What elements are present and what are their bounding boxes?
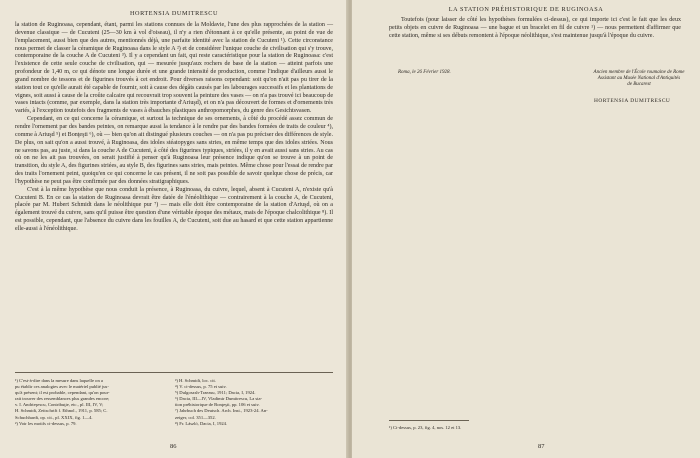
footnotes-column-2 (175, 378, 333, 427)
footnote-line: ¹) C'est-à-dire dans la mesure dans laquelle on a (15, 378, 103, 383)
footnotes-column-1 (15, 378, 165, 427)
author-title-line: Ancien membre de l'École roumaine de Rome (593, 70, 685, 75)
footnote-line: ⁷) Jahrbuch des Deutsch. Arch. Inst., 1923-24. An- (175, 408, 268, 414)
footnote-line: ²) Voir les motifs ci-dessus, p. 79. (15, 420, 77, 426)
footnotes (15, 378, 333, 430)
body-text (15, 22, 333, 234)
paragraph: Toutefois (pour laisser de côté les hypothèses formulées ci-dessus), ce qui importe ici c'est le fait que les deux petits objets en cuivre de Ruginoasa — une bague et un bracelet en fil de cuivre ¹) — nous permettent d'affirmer que cette station, même si ses débuts remontent à l'époque néolithique, s'est maintenue jusqu'à l'époque du cuivre. (389, 17, 681, 39)
paragraph: la station de Ruginoasa, cependant, étant, parmi les stations connues de la Moldavie, l'une des plus rapprochées de la station — devenue classique — de Cucuteni (25—30 km à vol d'oiseau), il n'y a rien d'étonnant à ce qu'elle présente, au point de vue de l'emplacement, aussi bien que des autres, mentionnés déjà, une parfaite identité avec la station de Cucuteni ¹). Cette circonstance nous permet de classer la céramique de Ruginoasa dans le style A ²) et de considérer l'unique couche de civilisation qui s'y trouve, contemporaine de la couche A de Cucuteni ³). Il y a cependant un fait, qui reste caractéristique pour la station de Ruginoasa: c'est l'existence de cette seule couche de civilisation, qui — mesurée jusqu'aux rochers de base de la station — atteint parfois une profondeur de 1,40 m, ce qui dénote une longue durée et une grande intensité de production, comme l'indique d'ailleurs aussi le grand nombre de tessons et de figurines trouvés à cet endroit. Pour diverses raisons cependant: soit qu'on n'ait pas pu tirer de la station tout ce qu'elle aurait été capable de fournir, soit à cause des dégâts causés par les labourages successifs et les plantations de vignes, soit aussi à cause de la croûte calcaire qui recouvrait trop souvent la peinture des vases — on n'a pas trouvé ici beaucoup de vases intacts (comme, par exemple, dans la station très importante d'Ariuşd), et on n'a pas découvert de formes et d'ornements très variés, à l'exception toutefois des fragments de vases à ébauches plastiques anthropomorphes, du genre des Gesichtsvasen. (15, 22, 333, 115)
author-name: HORTENSIA DUMITRESCU (594, 98, 671, 104)
right-page (352, 0, 700, 458)
paragraph: Cependant, en ce qui concerne la céramique, et surtout la technique de ses ornements, à côté du procédé assez commun de rendre l'ornement par des bandes peintes, on remarque aussi la tendance à le rendre par des bandes formées de traits de couleur ⁴), comme à Ariuşd ⁵) et Bonţeşti ⁶), où — bien qu'on ait distingué plusieurs couches — on n'a pas pu préciser des différences de style. De plus, on sait qu'on a aussi trouvé, à Ruginoasa, des idoles stéatopyges sans stries, en même temps que des idoles striées. Nous ne savons pas, au juste, si dans la couche A de Cucuteni, à côté des figurines typiques, striées, il y en avait aussi sans stries. Au cas où on ne les ait pas trouvées, on serait justifié à penser qu'à Ruginoasa leur présence indique qu'on se trouve à un point de transition, du style A, des figurines striées, au style B, des figurines sans stries, mais peintes. Même chose pour l'essai de rendre par des traits l'ornement peint, quoiqu'en ce qui concerne le cas présent, il ne soit pas possible de savoir quelque chose de précis, car l'hypothèse ne peut pas être confirmée par des données stratigraphiques. (15, 116, 333, 185)
footnote-line: rait trouver des ressemblances plus grandes encore; (15, 396, 110, 402)
footnote-line: zeiger, col. 351—352. (175, 414, 216, 420)
running-head: LA STATION PRÉHISTORIQUE DE RUGINOASA (448, 6, 604, 13)
footnote-line: ⁶) Dacia, III—IV, Vladimir Dumitrescu, La sta- (175, 396, 263, 402)
left-page (0, 0, 348, 458)
body-text (389, 17, 681, 41)
footnote-rule (389, 420, 469, 421)
running-head: HORTENSIA DUMITRESCU (129, 10, 219, 17)
footnote-line: Schuchhardt, op. cit., pl. XXIX, fig. 1—4. (15, 414, 93, 420)
footnote-line: qu'à présent; il est probable, cependant, qu'on pour- (15, 390, 110, 396)
author-title-line: Assistant au Musée National d'Antiquités (597, 76, 681, 81)
footnote-line: tion préhistorique de Bonţeşti, pp. 106 et suiv. (175, 402, 260, 408)
footnote-rule (15, 372, 333, 373)
footnote-line: H. Schmidt, Zeitschrift f. Ethnol., 1911, p. 585; C. (15, 408, 108, 414)
page-number: 86 (170, 443, 177, 450)
author-title-line: de Bucarest (627, 82, 651, 87)
footnote-line: v. I. Andrieşescu, Contribuţie, etc., pl. III, IV, V; (15, 402, 104, 408)
footnote-line: ⁵) Dulgoszsh-Traeasu, 1911; Dacia, I, 1924. (175, 390, 256, 396)
place-date: Roma, le 26 Février 1928. (398, 70, 451, 75)
footnote-line: ³) H. Schmidt, loc. cit. (175, 378, 216, 383)
footnote-line: ⁸) Fr. László, Dacia, I, 1924. (175, 420, 228, 426)
footnote-line: ⁴) V. ci-dessus, p. 75 et suiv. (175, 384, 227, 390)
footnotes: ¹) Ci-dessus, p. 23, fig. 4, nos. 12 et 13. (389, 425, 462, 430)
footnote-line: pu établir ces analogies avec le matériel publié jus- (15, 384, 109, 390)
paragraph: C'est à la même hypothèse que nous conduit la présence, à Ruginoasa, du cuivre, lequel, absent à Cucuteni A, n'existe qu'à Cucuteni B. En ce cas la station de Ruginoasa devrait être datée de l'énéolithique — contrairement à la couche A, de Cucuteni, placée par M. Hubert Schmidt dans le néolithique pur ⁷) — mais elle doit être contemporaine de la station d'Ariuşd, où on a également trouvé du cuivre, sans qu'il puisse être question d'une véritable époque des métaux, mais de l'époque chalcolithique ⁸). Il est possible, cependant, que l'absence du cuivre dans les fouilles A, de Cucuteni, soit due au hasard et que cette station appartienne elle-aussi à l'énéolithique. (15, 186, 333, 232)
page-number: 87 (538, 443, 545, 450)
author-title (584, 70, 694, 88)
